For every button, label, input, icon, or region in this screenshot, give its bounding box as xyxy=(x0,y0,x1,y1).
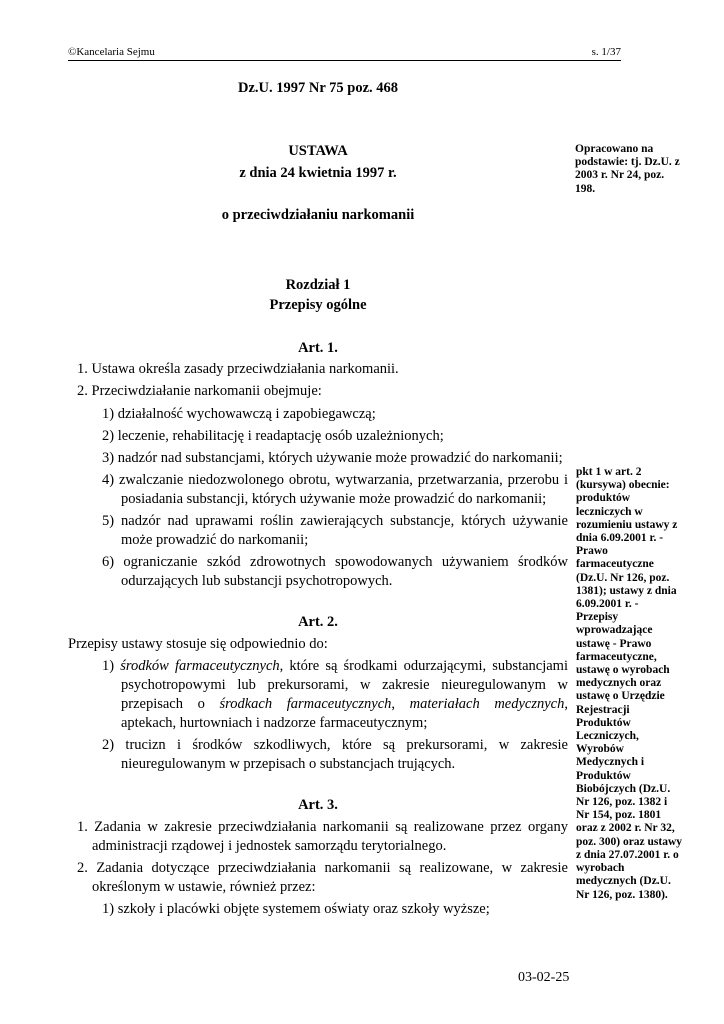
article-2-item-1-line-2: psychotropowymi lub prekursorami, w zakresie nieuregulowanym w xyxy=(121,677,568,693)
article-2-item-1-line-4: aptekach, hurtowniach i nadzorze farmaceutycznym; xyxy=(121,715,428,731)
act-type-title: USTAWA xyxy=(288,143,348,159)
article-2-item-1-line-1: 1) środków farmaceutycznych, które są środkami odurzającymi, substancjami xyxy=(102,658,568,674)
article-1-item-5-line-1: 5) nadzór nad uprawami roślin zawierających substancje, których używanie xyxy=(102,513,568,529)
article-2-item-2-line-1: 2) trucizn i środków szkodliwych, które są prekursorami, w zakresie xyxy=(102,737,568,753)
chapter-title: Rozdział 1 xyxy=(285,277,351,293)
article-2-intro: Przepisy ustawy stosuje się odpowiednio do: xyxy=(68,636,328,652)
article-1-para-1: 1. Ustawa określa zasady przeciwdziałania narkomanii. xyxy=(77,361,399,377)
article-3-para-1-line-1: 1. Zadania w zakresie przeciwdziałania narkomanii są realizowane przez organy xyxy=(77,819,568,835)
act-date: z dnia 24 kwietnia 1997 r. xyxy=(239,165,397,181)
article-3-para-2-line-1: 2. Zadania dotyczące przeciwdziałania narkomanii są realizowane, w zakresie xyxy=(77,860,568,876)
article-3-heading: Art. 3. xyxy=(298,797,338,813)
article-1-item-1: 1) działalność wychowawczą i zapobiegawczą; xyxy=(102,406,376,422)
article-1-item-2: 2) leczenie, rehabilitację i readaptację osób uzależnionych; xyxy=(102,428,444,444)
document-reference: Dz.U. 1997 Nr 75 poz. 468 xyxy=(237,80,399,96)
article-1-item-6-line-1: 6) ograniczanie szkód zdrowotnych spowodowanych używaniem środków xyxy=(102,554,568,570)
side-note-amendment: pkt 1 w art. 2 (kursywa) obecnie: produktów leczniczych w rozumieniu ustawy z dnia 6.09.2001 r. - Prawo farmaceutyczne (Dz.U. Nr 126, poz. 1381); ustawy z dnia 6.09.2001 r. - Przepisy wprowadzające ustawę - Prawo farmaceutyczne, ustawę o wyrobach medycznych oraz ustawę o Urzędzie Rejestracji Produktów Leczniczych, Wyrobów Medycznych i Produktów Biobójczych (Dz.U. Nr 126, poz. 1382 i Nr 154, poz. 1801 oraz z 2002 r. Nr 32, poz. 300) oraz ustawy z dnia 27.07.2001 r. o wyrobach medycznych (Dz.U. Nr 126, poz. 1380). xyxy=(576,466,683,901)
article-1-para-2: 2. Przeciwdziałanie narkomanii obejmuje: xyxy=(77,383,322,399)
article-1-item-4-line-2: posiadania substancji, których używanie może prowadzić do narkomanii; xyxy=(121,491,547,507)
chapter-subtitle: Przepisy ogólne xyxy=(269,297,367,313)
article-2-item-1-line-3: przepisach o środkach farmaceutycznych, materiałach medycznych, xyxy=(121,696,568,712)
act-subject: o przeciwdziałaniu narkomanii xyxy=(221,207,415,223)
article-3-item-1: 1) szkoły i placówki objęte systemem oświaty oraz szkoły wyższe; xyxy=(102,901,490,917)
article-1-item-5-line-2: może prowadzić do narkomanii; xyxy=(121,532,309,548)
article-1-item-6-line-2: odurzających lub substancji psychotropowych. xyxy=(121,573,393,589)
article-1-item-4-line-1: 4) zwalczanie niedozwolonego obrotu, wytwarzania, przetwarzania, przerobu i xyxy=(102,472,568,488)
side-note-source: Opracowano na podstawie: tj. Dz.U. z 2003 r. Nr 24, poz. 198. xyxy=(575,143,680,195)
article-2-heading: Art. 2. xyxy=(298,614,338,630)
article-2-item-2-line-2: nieuregulowanym w przepisach o substancjach trujących. xyxy=(121,756,456,772)
article-3-para-1-line-2: administracji rządowej i jednostek samorządu terytorialnego. xyxy=(92,838,447,854)
header-source: ©Kancelaria Sejmu xyxy=(68,46,155,58)
page-number: s. 1/37 xyxy=(591,46,621,58)
article-3-para-2-line-2: określonym w ustawie, również przez: xyxy=(92,879,316,895)
header-rule xyxy=(68,60,621,61)
article-1-heading: Art. 1. xyxy=(298,340,338,356)
footer-date: 03-02-25 xyxy=(518,970,570,985)
article-1-item-3: 3) nadzór nad substancjami, których używanie może prowadzić do narkomanii; xyxy=(102,450,563,466)
